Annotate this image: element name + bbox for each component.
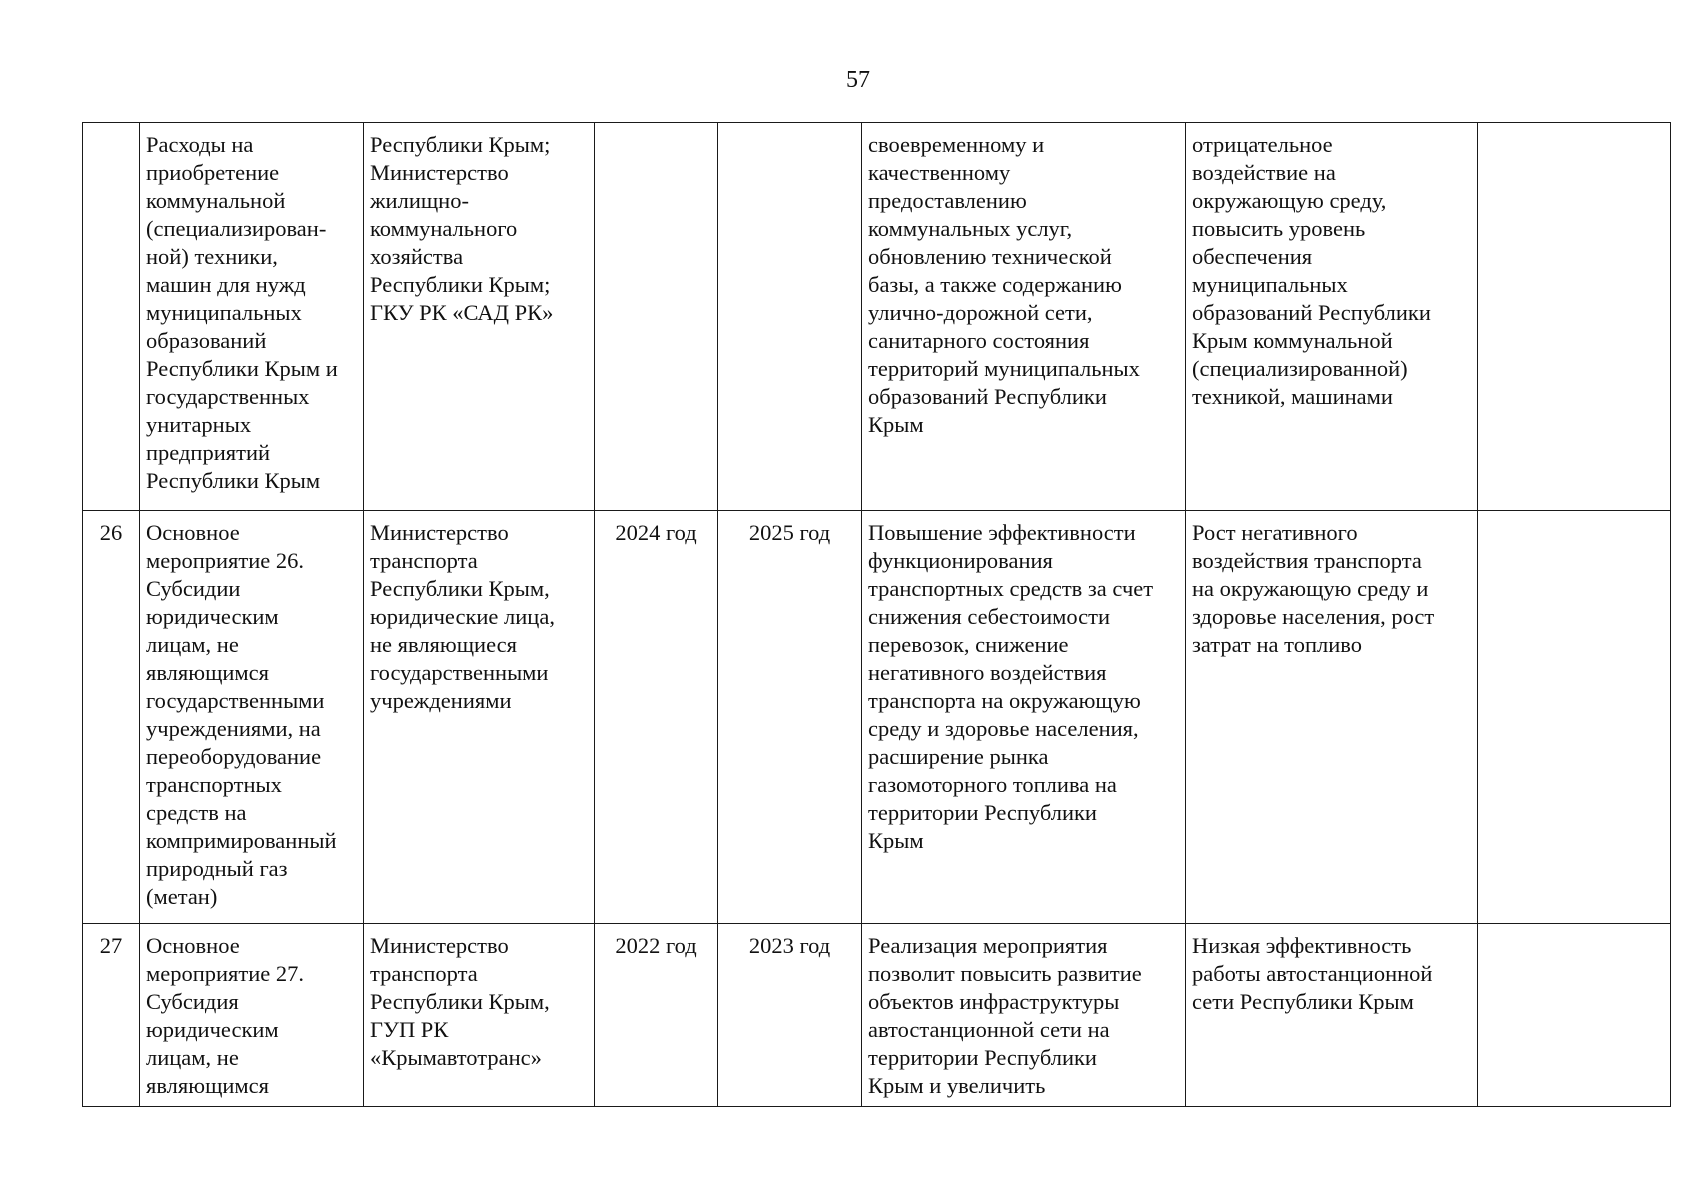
text-line: воздействие на (1192, 160, 1336, 185)
text-line: коммунальных услуг, (868, 216, 1073, 241)
text-line: Республики Крым, (370, 989, 550, 1014)
text-line: снижения себестоимости (868, 604, 1111, 629)
text-line: лицам, не (146, 1045, 239, 1070)
text-line: работы автостанционной (1192, 961, 1433, 986)
text-line: Основное (146, 933, 240, 958)
expected-result-cell (862, 123, 1186, 511)
text-line: предоставлению (868, 188, 1027, 213)
executor-cell (364, 123, 595, 511)
text-line: государственных (146, 384, 310, 409)
text-line: образований Республики (1192, 300, 1431, 325)
row-number-cell: 27 (83, 924, 140, 1107)
text-line: юридическим (146, 1017, 279, 1042)
text-line: ГКУ РК «САД РК» (370, 300, 554, 325)
page-number: 57 (846, 67, 870, 93)
text-line: транспортных (146, 772, 282, 797)
text-line: юридические лица, (370, 604, 555, 629)
text-line: являющимся (146, 660, 270, 685)
text-line: Крым и увеличить (868, 1073, 1046, 1098)
event-cell (140, 924, 364, 1107)
text-line: транспорта (370, 548, 478, 573)
text-line: мероприятие 26. (146, 548, 305, 573)
text-line: Республики Крым (146, 468, 321, 493)
text-line: негативного воздействия (868, 660, 1107, 685)
text-line: жилищно- (370, 188, 469, 213)
row-number-cell (83, 123, 140, 511)
event-cell (140, 123, 364, 511)
text-line: транспортных средств за счет (868, 576, 1154, 601)
table-row (83, 924, 1671, 1107)
table-row (83, 511, 1671, 924)
text-line: Республики Крым; (370, 132, 551, 157)
text-line: транспорта на окружающую (868, 688, 1141, 713)
text-line: затрат на топливо (1192, 632, 1362, 657)
end-year-cell: 2025 год (718, 511, 862, 924)
text-line: государственными (370, 660, 549, 685)
text-line: базы, а также содержанию (868, 272, 1122, 297)
text-line: повысить уровень (1192, 216, 1366, 241)
note-cell (1478, 924, 1671, 1107)
text-line: ГУП РК (370, 1017, 449, 1042)
note-cell (1478, 123, 1671, 511)
text-line: территории Республики (868, 800, 1097, 825)
start-year-cell: 2024 год (595, 511, 718, 924)
text-line: на окружающую среду и (1192, 576, 1429, 601)
text-line: своевременному и (868, 132, 1045, 157)
text-line: Министерство (370, 520, 509, 545)
end-year-cell: 2023 год (718, 924, 862, 1107)
text-line: машин для нужд (146, 272, 306, 297)
text-line: компримированный (146, 828, 337, 853)
expected-result-cell (862, 511, 1186, 924)
text-line: обновлению технической (868, 244, 1112, 269)
text-line: предприятий (146, 440, 271, 465)
text-line: Повышение эффективности (868, 520, 1136, 545)
text-line: техникой, машинами (1192, 384, 1393, 409)
text-line: сети Республики Крым (1192, 989, 1414, 1014)
consequence-cell (1186, 123, 1478, 511)
text-line: Министерство (370, 933, 509, 958)
text-line: (специализированной) (1192, 356, 1408, 381)
text-line: Субсидия (146, 989, 239, 1014)
text-line: Низкая эффективность (1192, 933, 1412, 958)
text-line: являющимся (146, 1073, 270, 1098)
text-line: Расходы на (146, 132, 254, 157)
text-line: позволит повысить развитие (868, 961, 1142, 986)
text-line: «Крымавтотранс» (370, 1045, 542, 1070)
text-line: качественному (868, 160, 1011, 185)
text-line: Республики Крым; (370, 272, 551, 297)
text-line: окружающую среду, (1192, 188, 1387, 213)
note-cell (1478, 511, 1671, 924)
consequence-cell (1186, 924, 1478, 1107)
text-line: Крым (868, 828, 924, 853)
text-line: приобретение (146, 160, 280, 185)
text-line: санитарного состояния (868, 328, 1090, 353)
text-line: муниципальных (146, 300, 302, 325)
text-line: коммунального (370, 216, 518, 241)
program-table (82, 122, 1671, 1107)
text-line: Крым коммунальной (1192, 328, 1393, 353)
text-line: перевозок, снижение (868, 632, 1069, 657)
event-cell (140, 511, 364, 924)
text-line: территории Республики (868, 1045, 1097, 1070)
executor-cell (364, 511, 595, 924)
text-line: улично-дорожной сети, (868, 300, 1093, 325)
text-line: здоровье населения, рост (1192, 604, 1435, 629)
text-line: объектов инфраструктуры (868, 989, 1120, 1014)
text-line: Республики Крым, (370, 576, 550, 601)
text-line: территорий муниципальных (868, 356, 1140, 381)
text-line: природный газ (146, 856, 288, 881)
text-line: не являющиеся (370, 632, 517, 657)
text-line: Министерство (370, 160, 509, 185)
text-line: лицам, не (146, 632, 239, 657)
text-line: средств на (146, 800, 247, 825)
executor-cell (364, 924, 595, 1107)
end-year-cell (718, 123, 862, 511)
text-line: автостанционной сети на (868, 1017, 1110, 1042)
text-line: транспорта (370, 961, 478, 986)
text-line: учреждениями (370, 688, 512, 713)
text-line: Республики Крым и (146, 356, 338, 381)
text-line: обеспечения (1192, 244, 1313, 269)
start-year-cell (595, 123, 718, 511)
text-line: образований Республики (868, 384, 1107, 409)
text-line: Крым (868, 412, 924, 437)
text-line: переоборудование (146, 744, 322, 769)
text-line: Рост негативного (1192, 520, 1358, 545)
start-year-cell: 2022 год (595, 924, 718, 1107)
text-line: юридическим (146, 604, 279, 629)
row-number-cell: 26 (83, 511, 140, 924)
consequence-cell (1186, 511, 1478, 924)
text-line: отрицательное (1192, 132, 1333, 157)
expected-result-cell (862, 924, 1186, 1107)
text-line: (специализирован- (146, 216, 327, 241)
text-line: расширение рынка (868, 744, 1049, 769)
text-line: мероприятие 27. (146, 961, 305, 986)
text-line: (метан) (146, 884, 218, 909)
text-line: Основное (146, 520, 240, 545)
text-line: государственными (146, 688, 325, 713)
text-line: хозяйства (370, 244, 464, 269)
text-line: коммунальной (146, 188, 286, 213)
text-line: воздействия транспорта (1192, 548, 1422, 573)
text-line: унитарных (146, 412, 252, 437)
text-line: учреждениями, на (146, 716, 321, 741)
text-line: Субсидии (146, 576, 241, 601)
text-line: муниципальных (1192, 272, 1348, 297)
text-line: среду и здоровье населения, (868, 716, 1139, 741)
text-line: газомоторного топлива на (868, 772, 1117, 797)
table-row (83, 123, 1671, 511)
text-line: образований (146, 328, 267, 353)
text-line: функционирования (868, 548, 1053, 573)
text-line: Реализация мероприятия (868, 933, 1108, 958)
text-line: ной) техники, (146, 244, 278, 269)
